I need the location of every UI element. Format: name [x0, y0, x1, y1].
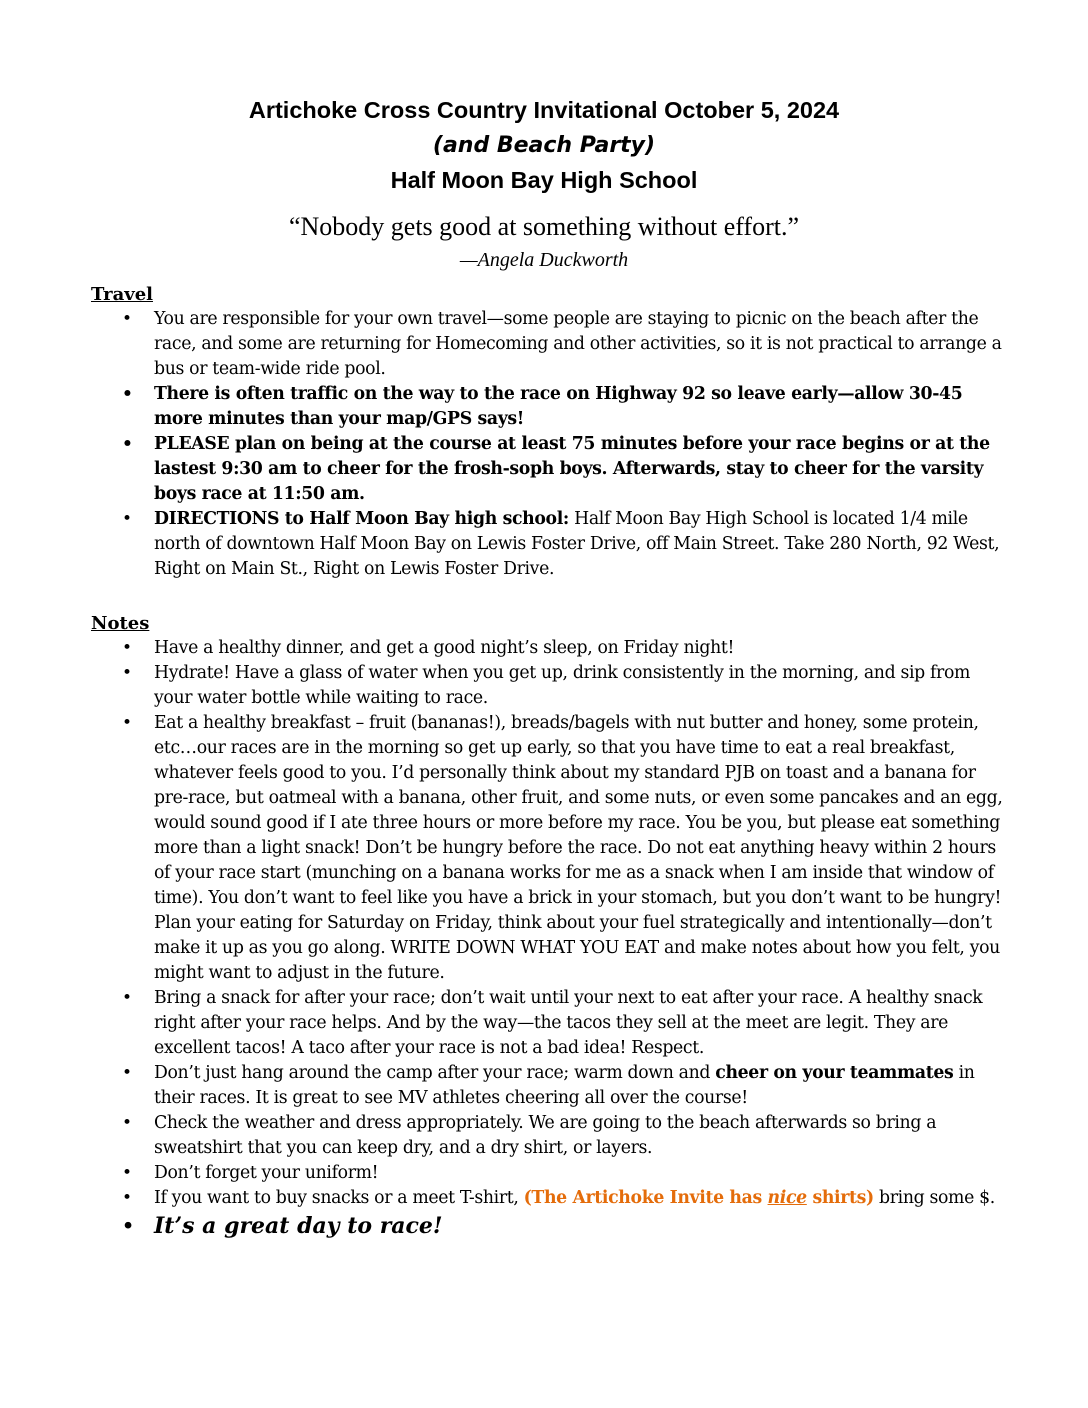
item-text: PLEASE plan on being at the course at least 75 minutes before your race begins or at the lastest 9:30 am to cheer for the frosh-soph boys. Afterwards, stay to cheer for the varsity boys race at 11:50 am. [154, 434, 990, 504]
list-item [91, 1111, 1011, 1161]
item-text: Eat a healthy breakfast – fruit (bananas!), breads/bagels with nut butter and honey, some protein, etc…our races are in the morning so get up early, so that you have time to eat a real breakfast, whatever feels good to you. I’d personally think about my standard PJB on toast and a banana for pre-race, but oatmeal with a banana, other fruit, and some nuts, or even some pancakes and an egg, would sound good if I ate three hours or more before my race. You be you, but please eat something more than a light snack! Don’t be hungry before the race. Do not eat anything heavy within 2 hours of your race start (munching on a banana works for me as a snack when I am inside that window of time). You don’t want to feel like you have a brick in your stomach, but you don’t want to be hungry! Plan your eating for Saturday on Friday, think about your fuel strategically and intentionally—don’t make it up as you go along. WRITE DOWN WHAT YOU EAT and make notes about how you felt, you might want to adjust in the future. [154, 713, 1003, 983]
bullet-icon: • [122, 309, 132, 329]
bullet-icon: • [122, 1163, 132, 1183]
travel-section [91, 282, 1011, 582]
item-text: There is often traffic on the way to the race on Highway 92 so leave early—allow 30-45 more minutes than your map/GPS says! [154, 384, 963, 429]
list-item [91, 986, 1011, 1061]
travel-list [91, 307, 1011, 582]
list-item [91, 1161, 1011, 1186]
bullet-icon: • [122, 1063, 132, 1083]
item-text: Half Moon Bay High School is located 1/4 mile north of downtown Half Moon Bay on Lewis Foster Drive, off Main Street. Take 280 North, 92 West, Right on Main St., Right on Lewis Foster Drive. [154, 509, 1000, 579]
bullet-icon: • [122, 509, 132, 529]
bullet-icon: • [122, 434, 133, 454]
item-text: Don’t forget your uniform! [154, 1163, 379, 1183]
item-text: in their races. It is great to see MV athletes cheering all over the course! [154, 1063, 975, 1108]
list-item [91, 382, 1011, 432]
bullet-icon: • [122, 713, 132, 733]
notes-section [91, 611, 1011, 1241]
bullet-icon: • [122, 663, 132, 683]
item-text: Hydrate! Have a glass of water when you get up, drink consistently in the morning, and sip from your water bottle while waiting to race. [154, 663, 971, 708]
directions-label: DIRECTIONS to Half Moon Bay high school: [154, 509, 569, 529]
venue-title: Half Moon Bay High School [390, 167, 698, 193]
item-text: Have a healthy dinner, and get a good night’s sleep, on Friday night! [154, 638, 735, 658]
list-item [91, 1061, 1011, 1111]
title-block [0, 0, 1088, 274]
list-item [91, 636, 1011, 661]
item-text: Bring a snack for after your race; don’t wait until your next to eat after your race. A healthy snack right after your race helps. And by the way—the tacos they sell at the meet are legit. They are excellent tacos! A taco after your race is not a bad idea! Respect. [154, 988, 983, 1058]
quote: “Nobody gets good at something without effort.” [288, 212, 800, 241]
callout-emphasis: nice [767, 1188, 807, 1208]
closing-text: It’s a great day to race! [154, 1213, 443, 1239]
list-item [91, 711, 1011, 986]
callout-text: (The Artichoke Invite has [523, 1188, 768, 1208]
list-item [91, 307, 1011, 382]
bullet-icon: • [122, 988, 132, 1008]
bullet-icon: • [122, 1188, 132, 1208]
event-subtitle: (and Beach Party) [432, 133, 656, 158]
notes-list [91, 636, 1011, 1241]
item-text: bring some $. [873, 1188, 995, 1208]
quote-attribution: —Angela Duckworth [459, 249, 629, 271]
item-text: If you want to buy snacks or a meet T-shirt, [154, 1188, 524, 1208]
bullet-icon: • [122, 1113, 132, 1133]
list-item [91, 432, 1011, 507]
bullet-icon: • [122, 1215, 135, 1237]
travel-heading: Travel [91, 284, 153, 305]
event-title: Artichoke Cross Country Invitational October 5, 2024 [248, 97, 840, 123]
item-text: Check the weather and dress appropriately. We are going to the beach afterwards so bring a sweatshirt that you can keep dry, and a dry shirt, or layers. [154, 1113, 937, 1158]
bullet-icon: • [122, 384, 133, 404]
list-item [91, 661, 1011, 711]
bullet-icon: • [122, 638, 132, 658]
shirt-callout [524, 1188, 874, 1208]
list-item-closing [91, 1211, 1011, 1241]
item-text: You are responsible for your own travel—some people are staying to picnic on the beach after the race, and some are returning for Homecoming and other activities, so it is not practical to arrange a bus or team-wide ride pool. [154, 309, 1002, 379]
notes-heading: Notes [91, 613, 150, 634]
emphasis-text: cheer on your teammates [715, 1063, 954, 1083]
list-item [91, 507, 1011, 582]
callout-text: shirts) [806, 1188, 874, 1208]
list-item [91, 1186, 1011, 1211]
item-text: Don’t just hang around the camp after your race; warm down and [154, 1063, 716, 1083]
